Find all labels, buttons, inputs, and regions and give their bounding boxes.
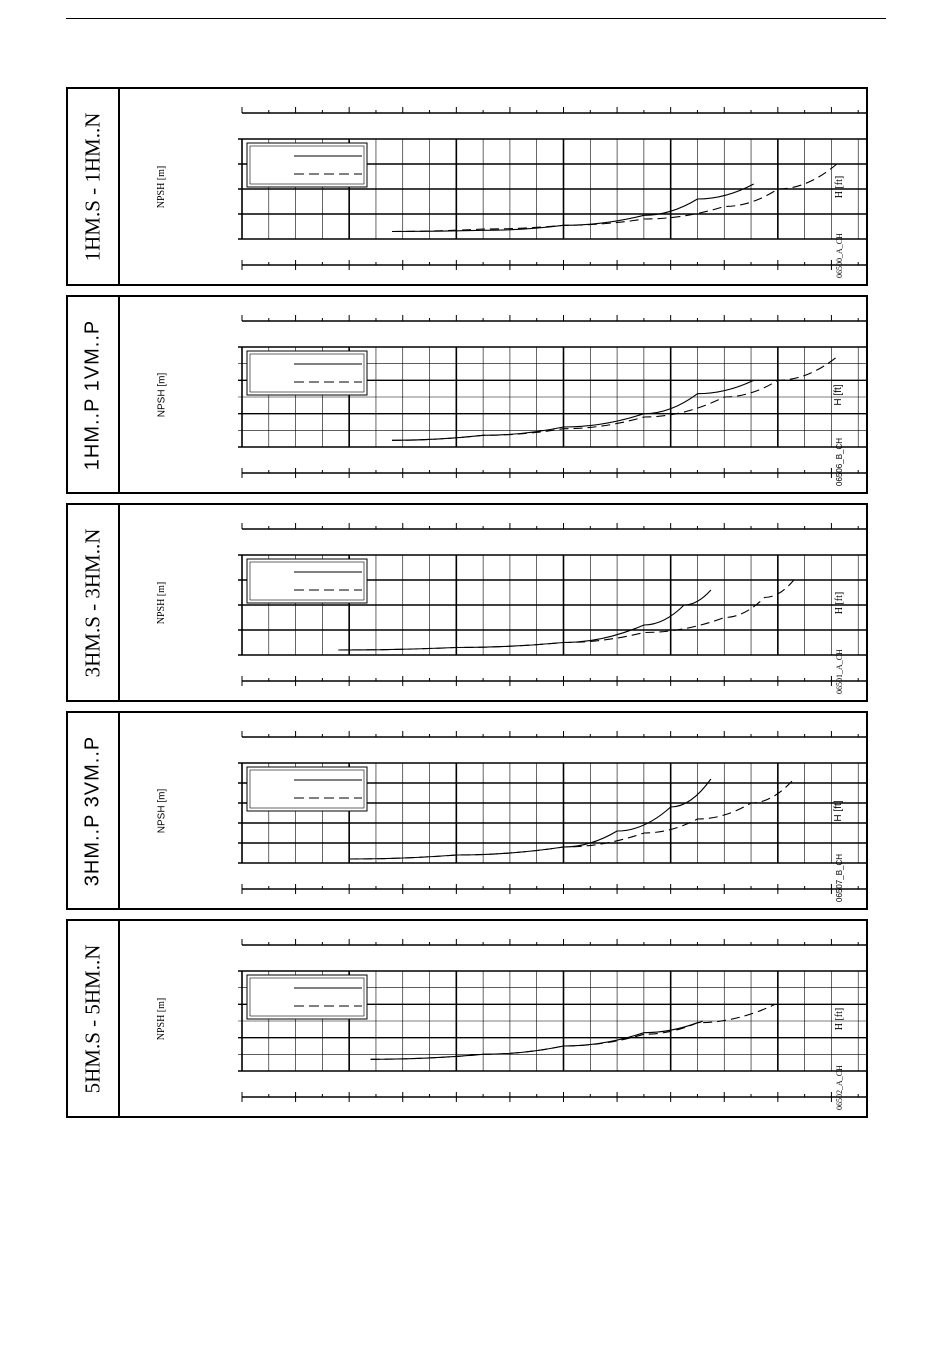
y-axis-label-left: NPSH [m]: [155, 997, 167, 1040]
legend: [247, 351, 367, 395]
y-axis-label-right: H [ft]: [833, 1007, 845, 1030]
legend-box: [247, 143, 367, 187]
y-axis-label-right: H [ft]: [833, 383, 845, 406]
legend: [247, 559, 367, 603]
chart-svg: [120, 89, 866, 284]
top-rule: [66, 18, 886, 19]
series-solid-line: [349, 779, 711, 859]
chart-title: 5HM.S - 5HM..N: [80, 944, 105, 1093]
title-column: [68, 713, 120, 908]
series-solid-line: [392, 184, 754, 232]
series-solid-line: [392, 380, 754, 440]
npsh-chart-panel: 3HM..P 3VM..P NPSH [m] H [ft] 06507_B_CH: [66, 711, 868, 910]
chart-title: 1HM.S - 1HM..N: [80, 112, 105, 261]
chart-svg: [120, 505, 866, 700]
chart-title: 1HM..P 1VM..P: [81, 319, 104, 470]
title-column: [68, 505, 120, 700]
chart-svg: [120, 297, 866, 492]
series-dashed-line: [338, 580, 794, 650]
npsh-chart-panel: 3HM.S - 3HM..N NPSH [m] H [ft] 06501_A_CH: [66, 503, 868, 702]
npsh-chart-panel: 1HM.S - 1HM..N NPSH [m] H [ft] 06500_A_CH: [66, 87, 868, 286]
y-axis-label-left: NPSH [m]: [156, 788, 168, 833]
legend-box: [247, 351, 367, 395]
title-column: [68, 921, 120, 1116]
legend: [247, 143, 367, 187]
chart-svg: [120, 713, 866, 908]
npsh-chart-panel: 5HM.S - 5HM..N NPSH [m] H [ft] 06502_A_CH: [66, 919, 868, 1118]
legend: [247, 975, 367, 1019]
legend: [247, 767, 367, 811]
series-solid-line: [338, 590, 711, 650]
y-axis-label-left: NPSH [m]: [155, 581, 167, 624]
chart-title: 3HM.S - 3HM..N: [80, 528, 105, 677]
legend-box: [247, 767, 367, 811]
npsh-chart-panel: 1HM..P 1VM..P NPSH [m] H [ft] 06506_B_CH: [66, 295, 868, 494]
title-column: [68, 89, 120, 284]
y-axis-label-right: H [ft]: [833, 799, 845, 822]
series-dashed-line: [371, 1004, 776, 1059]
title-column: [68, 297, 120, 492]
chart-title: 3HM..P 3VM..P: [81, 735, 104, 886]
y-axis-label-left: NPSH [m]: [155, 165, 167, 208]
legend-box: [247, 975, 367, 1019]
y-axis-label-right: H [ft]: [833, 591, 845, 614]
y-axis-label-right: H [ft]: [833, 175, 845, 198]
chart-svg: [120, 921, 866, 1116]
y-axis-label-left: NPSH [m]: [156, 372, 168, 417]
legend-box: [247, 559, 367, 603]
series-dashed-line: [392, 357, 837, 440]
